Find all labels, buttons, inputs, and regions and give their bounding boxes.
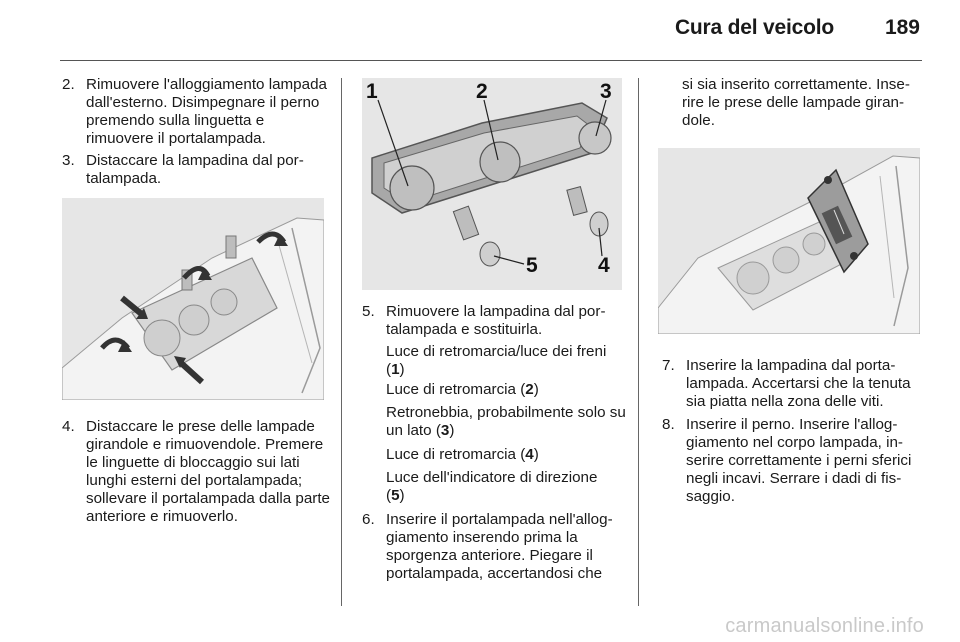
lamp-housing-removal-figure — [62, 198, 324, 400]
step-4: 4. Distaccare le prese delle lampade girandole e rimuovendole. Premere le linguette di bloccaggio sui lati lunghi esterni del portalampada; sollevare il portalampada dalla parte anteriore e rimuoverlo. — [62, 418, 330, 525]
column-divider-2 — [638, 78, 639, 606]
bulb-item-2: Luce di retromarcia (2) — [386, 381, 539, 398]
bulb-item-3: Retronebbia, probabilmente solo su un lato (3) — [386, 404, 626, 439]
step-7: 7. Inserire la lampadina dal portalampada. Accertarsi che la tenuta sia piatta nella zona delle viti. — [662, 357, 911, 410]
figure-label-3: 3 — [600, 80, 612, 103]
figure-label-5: 5 — [526, 254, 538, 277]
figure-label-1: 1 — [366, 80, 378, 103]
header-rule — [60, 60, 922, 61]
page-number: 189 — [884, 16, 920, 39]
column-divider-1 — [341, 78, 342, 606]
section-title: Cura del veicolo — [674, 16, 834, 39]
lamp-housing-install-figure — [658, 148, 920, 334]
step-2: 2. Rimuovere l'alloggiamento lampada dall'esterno. Disimpegnare il perno premendo sulla linguetta e rimuovere il portalampada. — [62, 76, 327, 147]
bulb-item-5: Luce dell'indicatore di direzione (5) — [386, 469, 598, 504]
step-6-continuation: si sia inserito correttamente. Inserire le prese delle lampade girandole. — [682, 76, 910, 129]
figure-label-4: 4 — [598, 254, 610, 277]
step-5: 5. Rimuovere la lampadina dal portalampada e sostituirla. — [362, 303, 606, 338]
bulb-holder-figure — [362, 78, 622, 290]
step-8: 8. Inserire il perno. Inserire l'alloggiamento nel corpo lampada, inserire correttamente i perni sferici negli incavi. Serrare i dadi di fissaggio. — [662, 416, 912, 505]
watermark: carmanualsonline.info — [725, 615, 924, 637]
bulb-item-1: Luce di retromarcia/luce dei freni (1) — [386, 343, 607, 378]
step-6: 6. Inserire il portalampada nell'alloggiamento inserendo prima la sporgenza anteriore. Piegare il portalampada, accertandosi che — [362, 511, 613, 582]
step-3: 3. Distaccare la lampadina dal portalampada. — [62, 152, 304, 187]
bulb-item-4: Luce di retromarcia (4) — [386, 446, 539, 463]
figure-label-2: 2 — [476, 80, 488, 103]
